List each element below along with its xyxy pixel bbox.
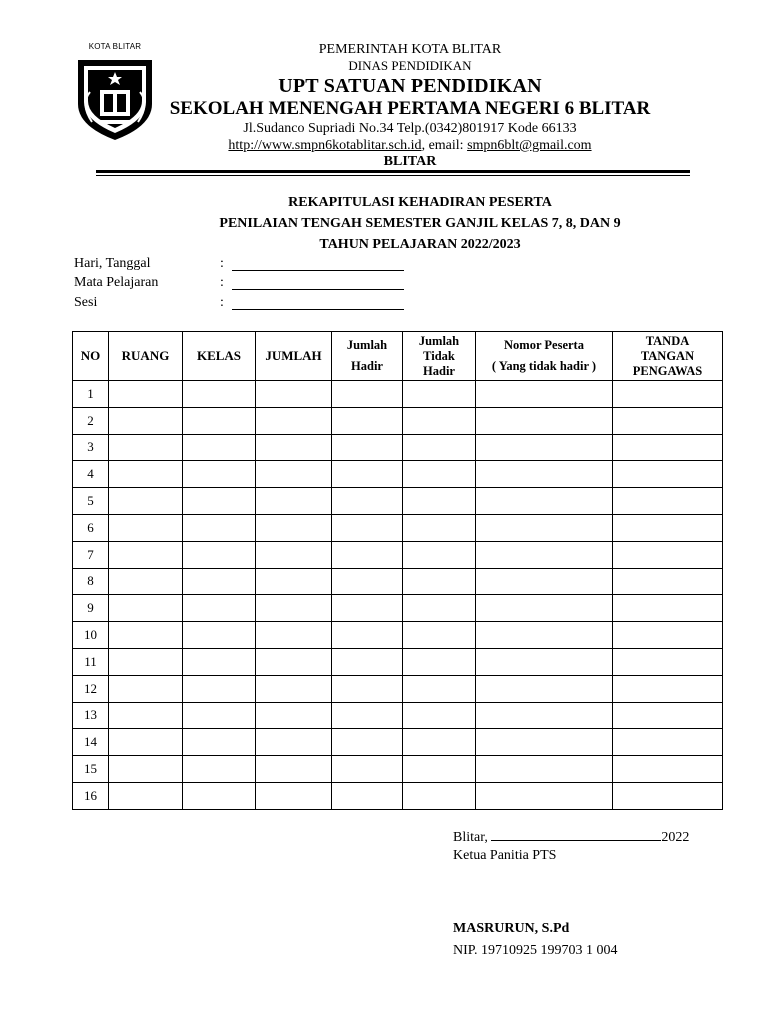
table-cell[interactable] bbox=[109, 461, 183, 488]
table-row bbox=[73, 595, 723, 622]
header-line: Jumlah bbox=[418, 333, 460, 348]
table-cell[interactable] bbox=[109, 488, 183, 515]
table-cell[interactable] bbox=[476, 381, 613, 408]
table-cell[interactable] bbox=[256, 782, 332, 809]
table-cell[interactable] bbox=[332, 488, 403, 515]
table-cell[interactable] bbox=[109, 407, 183, 434]
table-cell[interactable] bbox=[256, 381, 332, 408]
table-cell[interactable] bbox=[109, 675, 183, 702]
table-cell[interactable] bbox=[183, 568, 256, 595]
row-number: 2 bbox=[73, 407, 109, 434]
table-header-row bbox=[73, 332, 723, 381]
table-cell[interactable] bbox=[183, 514, 256, 541]
table-row bbox=[73, 541, 723, 568]
table-cell[interactable] bbox=[403, 407, 476, 434]
row-number: 5 bbox=[73, 488, 109, 515]
field-label: Hari, Tanggal bbox=[74, 256, 151, 271]
city-crest-logo bbox=[70, 42, 160, 142]
table-cell[interactable] bbox=[613, 756, 723, 783]
row-number: 12 bbox=[73, 675, 109, 702]
header-line: Nomor Peserta bbox=[504, 338, 584, 352]
table-cell[interactable] bbox=[476, 568, 613, 595]
field-blank-line[interactable] bbox=[232, 295, 404, 310]
header-line: ( Yang tidak hadir ) bbox=[491, 359, 597, 373]
table-cell[interactable] bbox=[613, 782, 723, 809]
attendance-table bbox=[72, 331, 723, 810]
row-number: 1 bbox=[73, 381, 109, 408]
table-cell[interactable] bbox=[183, 407, 256, 434]
table-cell[interactable] bbox=[109, 622, 183, 649]
table-cell[interactable] bbox=[332, 434, 403, 461]
table-cell[interactable] bbox=[476, 622, 613, 649]
table-cell[interactable] bbox=[109, 702, 183, 729]
school-name: SEKOLAH MENENGAH PERTAMA NEGERI 6 BLITAR bbox=[169, 98, 651, 119]
document-title: REKAPITULASI KEHADIRAN PESERTA bbox=[288, 195, 552, 210]
table-cell[interactable] bbox=[256, 622, 332, 649]
header-jumlah: JUMLAH bbox=[256, 332, 332, 381]
table-cell[interactable] bbox=[476, 434, 613, 461]
academic-year: TAHUN PELAJARAN 2022/2023 bbox=[319, 237, 521, 252]
table-cell[interactable] bbox=[332, 675, 403, 702]
row-number: 16 bbox=[73, 782, 109, 809]
table-cell[interactable] bbox=[183, 648, 256, 675]
table-row bbox=[73, 381, 723, 408]
table-cell[interactable] bbox=[256, 729, 332, 756]
table-cell[interactable] bbox=[109, 782, 183, 809]
table-cell[interactable] bbox=[332, 702, 403, 729]
table-row bbox=[73, 434, 723, 461]
table-row bbox=[73, 514, 723, 541]
table-cell[interactable] bbox=[109, 381, 183, 408]
letterhead-rule-thick bbox=[96, 170, 690, 173]
table-cell[interactable] bbox=[476, 461, 613, 488]
table-cell[interactable] bbox=[613, 648, 723, 675]
table-cell[interactable] bbox=[403, 434, 476, 461]
header-ruang: RUANG bbox=[109, 332, 183, 381]
table-row bbox=[73, 729, 723, 756]
table-row bbox=[73, 461, 723, 488]
signature-year: 2022 bbox=[661, 830, 690, 845]
table-cell[interactable] bbox=[109, 648, 183, 675]
table-cell[interactable] bbox=[109, 568, 183, 595]
table-cell[interactable] bbox=[476, 702, 613, 729]
table-row bbox=[73, 622, 723, 649]
table-cell[interactable] bbox=[403, 461, 476, 488]
table-cell[interactable] bbox=[403, 756, 476, 783]
table-cell[interactable] bbox=[332, 381, 403, 408]
table-cell[interactable] bbox=[613, 729, 723, 756]
table-cell[interactable] bbox=[332, 595, 403, 622]
table-cell[interactable] bbox=[613, 461, 723, 488]
field-separator: : bbox=[220, 295, 224, 310]
table-cell[interactable] bbox=[403, 622, 476, 649]
contact-line bbox=[150, 138, 670, 154]
table-cell[interactable] bbox=[109, 595, 183, 622]
table-row bbox=[73, 675, 723, 702]
table-cell[interactable] bbox=[256, 514, 332, 541]
table-row bbox=[73, 756, 723, 783]
table-cell[interactable] bbox=[476, 488, 613, 515]
table-cell[interactable] bbox=[476, 756, 613, 783]
header-nomor-peserta bbox=[476, 332, 613, 381]
table-cell[interactable] bbox=[613, 702, 723, 729]
logo-caption: KOTA BLITAR bbox=[88, 42, 142, 51]
table-row bbox=[73, 648, 723, 675]
table-cell[interactable] bbox=[256, 595, 332, 622]
field-label: Sesi bbox=[74, 295, 98, 310]
header-line: Jumlah bbox=[346, 338, 388, 352]
unit-name: UPT SATUAN PENDIDIKAN bbox=[278, 75, 542, 97]
government-name: PEMERINTAH KOTA BLITAR bbox=[318, 42, 502, 57]
table-cell[interactable] bbox=[403, 702, 476, 729]
table-cell[interactable] bbox=[109, 541, 183, 568]
row-number: 8 bbox=[73, 568, 109, 595]
table-cell[interactable] bbox=[613, 407, 723, 434]
row-number: 10 bbox=[73, 622, 109, 649]
department-name: DINAS PENDIDIKAN bbox=[348, 58, 472, 73]
table-cell[interactable] bbox=[613, 488, 723, 515]
header-line: TANGAN bbox=[640, 348, 695, 363]
field-separator: : bbox=[220, 256, 224, 271]
table-cell[interactable] bbox=[332, 514, 403, 541]
table-cell[interactable] bbox=[256, 434, 332, 461]
table-cell[interactable] bbox=[403, 595, 476, 622]
table-cell[interactable] bbox=[332, 407, 403, 434]
table-cell[interactable] bbox=[613, 675, 723, 702]
table-cell[interactable] bbox=[183, 622, 256, 649]
table-row bbox=[73, 568, 723, 595]
table-cell[interactable] bbox=[403, 675, 476, 702]
school-address: Jl.Sudanco Supriadi No.34 Telp.(0342)801917 Kode 66133 bbox=[243, 121, 577, 136]
row-number: 6 bbox=[73, 514, 109, 541]
header-jumlah-hadir bbox=[332, 332, 403, 381]
row-number: 11 bbox=[73, 648, 109, 675]
table-cell[interactable] bbox=[183, 381, 256, 408]
table-cell[interactable] bbox=[109, 729, 183, 756]
table-row bbox=[73, 488, 723, 515]
table-cell[interactable] bbox=[613, 514, 723, 541]
document-subtitle: PENILAIAN TENGAH SEMESTER GANJIL KELAS 7, 8, DAN 9 bbox=[219, 216, 621, 231]
table-cell[interactable] bbox=[256, 488, 332, 515]
table-cell[interactable] bbox=[183, 434, 256, 461]
city-name: BLITAR bbox=[383, 154, 437, 169]
row-number: 3 bbox=[73, 434, 109, 461]
table-cell[interactable] bbox=[403, 568, 476, 595]
table-cell[interactable] bbox=[476, 729, 613, 756]
header-line: Hadir bbox=[351, 359, 383, 373]
table-row bbox=[73, 702, 723, 729]
table-cell[interactable] bbox=[613, 568, 723, 595]
row-number: 7 bbox=[73, 541, 109, 568]
field-blank-line[interactable] bbox=[232, 256, 404, 271]
table-cell[interactable] bbox=[476, 595, 613, 622]
table-cell[interactable] bbox=[476, 782, 613, 809]
table-cell[interactable] bbox=[613, 595, 723, 622]
row-number: 9 bbox=[73, 595, 109, 622]
table-row bbox=[73, 407, 723, 434]
table-cell[interactable] bbox=[403, 381, 476, 408]
table-cell[interactable] bbox=[476, 648, 613, 675]
table-cell[interactable] bbox=[256, 541, 332, 568]
header-line: TANDA bbox=[645, 333, 690, 348]
table-cell[interactable] bbox=[256, 461, 332, 488]
table-cell[interactable] bbox=[332, 729, 403, 756]
signature-name: MASRURUN, S.Pd bbox=[453, 921, 570, 936]
field-separator: : bbox=[220, 275, 224, 290]
table-cell[interactable] bbox=[183, 729, 256, 756]
website-link[interactable]: http://www.smpn6kotablitar.sch.id bbox=[228, 138, 422, 153]
row-number: 13 bbox=[73, 702, 109, 729]
signature-role: Ketua Panitia PTS bbox=[453, 848, 557, 863]
table-cell[interactable] bbox=[613, 434, 723, 461]
table-cell[interactable] bbox=[256, 407, 332, 434]
table-cell[interactable] bbox=[256, 648, 332, 675]
table-cell[interactable] bbox=[183, 461, 256, 488]
field-blank-line[interactable] bbox=[232, 275, 404, 290]
table-cell[interactable] bbox=[183, 756, 256, 783]
header-line: PENGAWAS bbox=[632, 363, 703, 378]
table-cell[interactable] bbox=[183, 702, 256, 729]
table-cell[interactable] bbox=[476, 541, 613, 568]
table-cell[interactable] bbox=[183, 595, 256, 622]
email-link[interactable]: smpn6blt@gmail.com bbox=[467, 138, 592, 153]
row-number: 4 bbox=[73, 461, 109, 488]
header-line: Tidak bbox=[423, 348, 455, 363]
table-cell[interactable] bbox=[403, 648, 476, 675]
table-cell[interactable] bbox=[183, 675, 256, 702]
header-jumlah-tidak-hadir bbox=[403, 332, 476, 381]
table-cell[interactable] bbox=[183, 541, 256, 568]
table-cell[interactable] bbox=[476, 514, 613, 541]
table-cell[interactable] bbox=[183, 782, 256, 809]
header-line: Hadir bbox=[423, 363, 455, 378]
signature-place-date bbox=[453, 828, 689, 846]
table-cell[interactable] bbox=[256, 675, 332, 702]
table-cell[interactable] bbox=[332, 782, 403, 809]
table-cell[interactable] bbox=[109, 756, 183, 783]
date-blank-line[interactable] bbox=[491, 828, 661, 841]
row-number: 15 bbox=[73, 756, 109, 783]
table-cell[interactable] bbox=[256, 702, 332, 729]
table-cell[interactable] bbox=[256, 568, 332, 595]
letterhead-rule-thin bbox=[96, 175, 690, 176]
header-kelas: KELAS bbox=[183, 332, 256, 381]
table-cell[interactable] bbox=[109, 514, 183, 541]
table-cell[interactable] bbox=[332, 461, 403, 488]
table-cell[interactable] bbox=[613, 381, 723, 408]
table-cell[interactable] bbox=[613, 622, 723, 649]
table-cell[interactable] bbox=[403, 541, 476, 568]
field-label: Mata Pelajaran bbox=[74, 275, 159, 290]
table-cell[interactable] bbox=[403, 729, 476, 756]
header-tanda-tangan bbox=[613, 332, 723, 381]
header-no: NO bbox=[73, 332, 109, 381]
table-cell[interactable] bbox=[332, 568, 403, 595]
email-label: , email: bbox=[421, 138, 468, 153]
signature-nip: NIP. 19710925 199703 1 004 bbox=[453, 943, 618, 958]
table-cell[interactable] bbox=[109, 434, 183, 461]
table-cell[interactable] bbox=[332, 648, 403, 675]
table-cell[interactable] bbox=[332, 622, 403, 649]
table-row bbox=[73, 782, 723, 809]
table-cell[interactable] bbox=[613, 541, 723, 568]
signature-place: Blitar, bbox=[453, 830, 492, 845]
table-cell[interactable] bbox=[476, 675, 613, 702]
table-cell[interactable] bbox=[332, 756, 403, 783]
table-cell[interactable] bbox=[476, 407, 613, 434]
table-cell[interactable] bbox=[403, 782, 476, 809]
table-cell[interactable] bbox=[403, 488, 476, 515]
table-cell[interactable] bbox=[183, 488, 256, 515]
table-cell[interactable] bbox=[256, 756, 332, 783]
table-cell[interactable] bbox=[332, 541, 403, 568]
row-number: 14 bbox=[73, 729, 109, 756]
table-cell[interactable] bbox=[403, 514, 476, 541]
